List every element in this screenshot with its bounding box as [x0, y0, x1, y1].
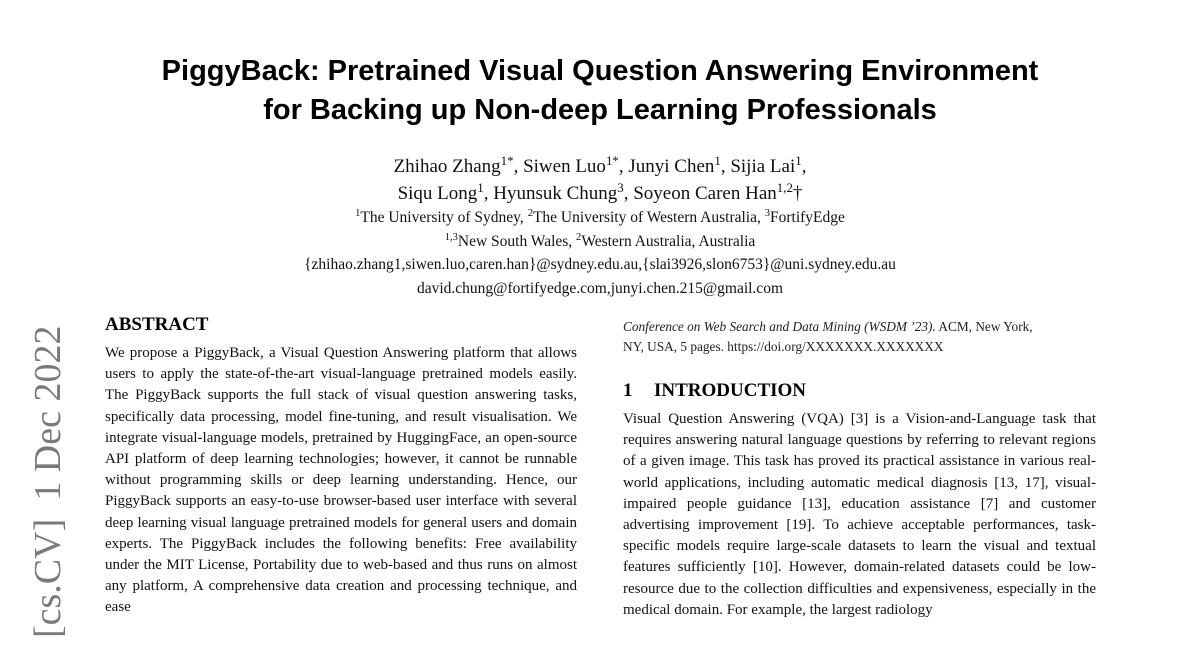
introduction-heading: [623, 379, 1096, 403]
author-affiliation-mark: 1: [795, 152, 802, 168]
email-line-2: david.chung@fortifyedge.com,junyi.chen.215@gmail.com: [416, 279, 783, 297]
author-affiliation-mark: 1*: [605, 152, 619, 168]
author-name: Soyeon Caren Han: [633, 183, 777, 204]
author-separator: ,: [623, 183, 634, 204]
acm-reference-line-1: [623, 317, 1096, 337]
author-name: Siqu Long: [397, 183, 478, 204]
location-name: Western Australia, Australia: [581, 232, 756, 250]
arxiv-side-stamp: [26, 326, 70, 638]
left-column: [105, 313, 577, 619]
location-mark: 1,3: [444, 231, 458, 243]
author-name: Sijia Lai: [730, 156, 796, 177]
author-list: [0, 153, 1200, 207]
author-name: Hyunsuk Chung: [493, 183, 618, 204]
author-affiliation-mark: 1,2: [776, 179, 793, 195]
author-separator: ,: [513, 156, 524, 177]
abstract-heading: ABSTRACT: [105, 314, 209, 335]
email-line-1: {zhihao.zhang1,siwen.luo,caren.han}@sydney.edu.au,{slai3926,slon6753}@uni.sydney.edu.au: [304, 256, 896, 273]
author-name: Junyi Chen: [628, 156, 715, 177]
author-affiliation-mark: 1: [477, 179, 484, 195]
author-affiliation-mark: 3: [617, 179, 624, 195]
author-affiliation-mark: 1: [714, 152, 721, 168]
right-column: [623, 317, 1096, 621]
author-name: Zhihao Zhang: [393, 156, 501, 177]
author-separator: ,: [720, 156, 731, 177]
location-name: New South Wales,: [457, 232, 577, 250]
abstract-text: We propose a PiggyBack, a Visual Question Answering platform that allows users to apply the state-of-the-art visual-language pretrained models easily. The PiggyBack supports the full stack of visual question answering tasks, specifically data processing, model fine-tuning, and result visualisation. We integrate visual-language models, pretrained by HuggingFace, an open-source API platform of deep learning technologies; however, it cannot be runnable without programming skills or deep learning understanding. Hence, our PiggyBack supports an easy-to-use browser-based user interface with several deep learning visual language pretrained models for general users and domain experts. The PiggyBack includes the following benefits: Free availability under the MIT License, Portability due to web-based and thus runs on almost any platform, A comprehensive data creation and processing technique, and ease: [105, 345, 577, 616]
acm-reference-publisher: ACM, New York,: [935, 319, 1033, 334]
author-affiliation-mark: 1*: [500, 152, 514, 168]
author-line-2: [0, 180, 1200, 207]
arxiv-category: [cs.CV]: [27, 518, 69, 638]
location-line: [0, 230, 1200, 254]
author-separator: ,: [801, 156, 807, 177]
affiliation-mark: 1: [355, 208, 361, 220]
title-line-1: PiggyBack: Pretrained Visual Question Answering Environment: [161, 55, 1039, 87]
author-name: Siwen Luo: [523, 156, 606, 177]
affiliation-mark: 3: [764, 208, 770, 220]
author-separator: ,: [483, 183, 494, 204]
title-line-2: for Backing up Non-deep Learning Professionals: [263, 94, 937, 126]
author-separator: ,: [618, 156, 629, 177]
section-title: INTRODUCTION: [654, 380, 807, 401]
author-dagger: †: [792, 183, 803, 204]
paper-title: [0, 52, 1200, 130]
acm-reference-line-2: NY, USA, 5 pages. https://doi.org/XXXXXXX.XXXXXXX: [623, 339, 944, 354]
author-line-1: [0, 153, 1200, 180]
location-mark: 2: [576, 231, 582, 243]
affiliation-name: The University of Sydney,: [360, 209, 528, 226]
introduction-text: Visual Question Answering (VQA) [3] is a Vision-and-Language task that requires answering natural language questions by referring to relevant regions of a given image. This task has proved its practical assistance in various real-world applications, including automatic medical diagnosis [13, 17], visual-impaired people guidance [13], education assistance [7] and customer advertising improvement [19]. To achieve acceptable performances, task-specific models require large-scale datasets to learn the visual and textual features sufficiently [10]. However, domain-related datasets could be low-resource due to the collection difficulties and expensiveness, especially in the medical domain. For example, the largest radiology: [623, 411, 1096, 618]
affiliation-mark: 2: [527, 208, 533, 220]
affiliation-name: FortifyEdge: [770, 209, 845, 226]
acm-reference-venue: Conference on Web Search and Data Mining (WSDM ’23).: [623, 319, 936, 334]
arxiv-date: 1 Dec 2022: [27, 325, 69, 501]
affiliations: [0, 206, 1200, 300]
section-number: 1: [623, 380, 633, 401]
affiliation-line: [0, 206, 1200, 230]
affiliation-name: The University of Western Australia,: [532, 209, 765, 226]
